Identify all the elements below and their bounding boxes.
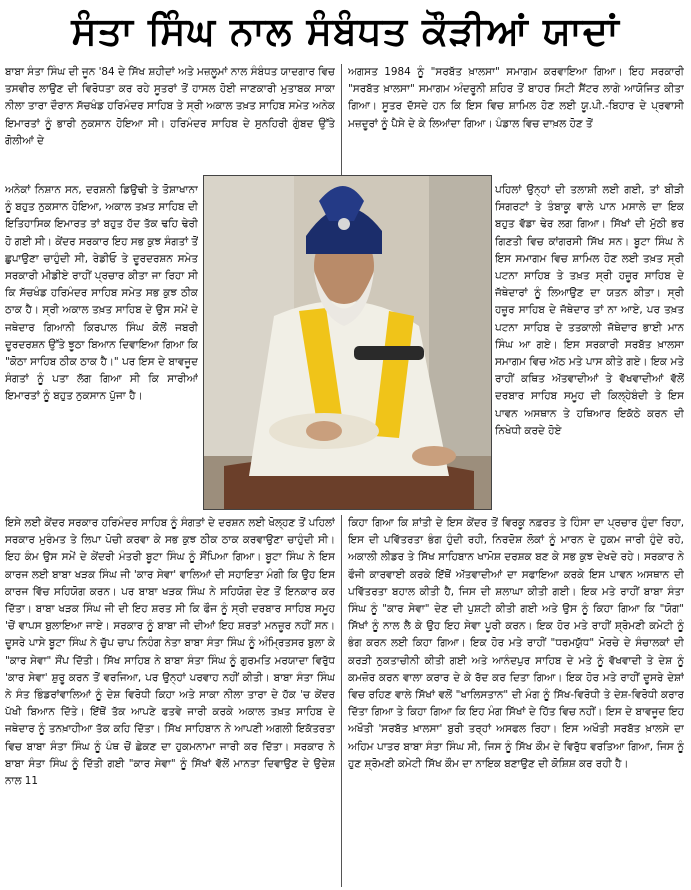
article-column-left-mid bbox=[5, 182, 198, 512]
headline: ਸੰਤਾ ਸਿੰਘ ਨਾਲ ਸੰਬੰਧਤ ਕੌੜੀਆਂ ਯਾਦਾਂ bbox=[71, 9, 620, 53]
paragraph: ਅਨੇਕਾਂ ਨਿਸ਼ਾਨ ਸਨ, ਦਰਸ਼ਨੀ ਡਿਉਢੀ ਤੇ ਤੋਸ਼ਾਖਾਨਾ ਨੂੰ ਬਹੁਤ ਨੁਕਸਾਨ ਹੋਇਆ, ਅਕਾਲ ਤਖ਼ਤ ਸਾਹਿਬ ਦੀ ਇਤਿਹਾਸਿਕ ਇਮਾਰਤ ਤਾਂ ਬਹੁਤ ਹੱਦ ਤੱਕ ਢਹਿ ਢੇਰੀ ਹੋ ਗਈ ਸੀ। ਕੇਂਦਰ ਸਰਕਾਰ ਇਹ ਸਭ ਕੁਝ ਸੰਗਤਾਂ ਤੋਂ ਛੁਪਾਉਣਾ ਚਾਹੁੰਦੀ ਸੀ, ਰੇਡੀਓ ਤੇ ਦੂਰਦਰਸ਼ਨ ਸਮੇਤ ਸਰਕਾਰੀ ਮੀਡੀਏ ਰਾਹੀਂ ਪ੍ਰਚਾਰ ਕੀਤਾ ਜਾ ਰਿਹਾ ਸੀ ਕਿ ਸੱਚਖੰਡ ਹਰਿਮੰਦਰ ਸਾਹਿਬ ਸਮੇਤ ਸਭ ਕੁਝ ਠੀਕ ਠਾਕ ਹੈ। ਸ੍ਰੀ ਅਕਾਲ ਤਖ਼ਤ ਸਾਹਿਬ ਦੇ ਉਸ ਸਮੇਂ ਦੇ ਜਥੇਦਾਰ ਗਿਆਨੀ ਕਿਰਪਾਲ ਸਿੰਘ ਕੋਲੋਂ ਜਬਰੀ ਦੂਰਦਰਸ਼ਨ ਉੱਤੇ ਝੂਠਾ ਬਿਆਨ ਦਿਵਾਇਆ ਗਿਆ ਕਿ "ਕੋਠਾ ਸਾਹਿਬ ਠੀਕ ਠਾਕ ਹੈ।" ਪਰ ਇਸ ਦੇ ਬਾਵਜੂਦ ਸੰਗਤਾਂ ਨੂੰ ਪਤਾ ਲੱਗ ਗਿਆ ਸੀ ਕਿ ਸਾਰੀਆਂ ਇਮਾਰਤਾਂ ਨੂੰ ਬਹੁਤ ਨੁਕਸਾਨ ਪੁੱਜਾ ਹੈ। bbox=[5, 184, 198, 403]
article-column-right-top bbox=[348, 64, 684, 182]
portrait-photo bbox=[203, 175, 492, 510]
article-column-right-bottom bbox=[348, 515, 684, 887]
column-divider bbox=[341, 515, 342, 887]
paragraph: ਕਿਹਾ ਗਿਆ ਕਿ ਸ਼ਾਂਤੀ ਦੇ ਇਸ ਕੇਂਦਰ ਤੋਂ ਵਿਰਕੂ ਨਫ਼ਰਤ ਤੇ ਹਿੰਸਾ ਦਾ ਪ੍ਰਚਾਰ ਹੁੰਦਾ ਰਿਹਾ, ਇਸ ਦੀ ਪਵਿੱਤਰਤਾ ਭੰਗ ਹੁੰਦੀ ਰਹੀ, ਨਿਰਦੋਸ਼ ਲੋਕਾਂ ਨੂੰ ਮਾਰਨ ਦੇ ਹੁਕਮ ਜਾਰੀ ਹੁੰਦੇ ਰਹੇ, ਅਕਾਲੀ ਲੀਡਰ ਤੇ ਸਿੱਖ ਸਾਹਿਬਾਨ ਖਾਮੋਸ਼ ਦਰਸ਼ਕ ਬਣ ਕੇ ਸਭ ਕੁਝ ਦੇਖਦੇ ਰਹੇ। ਸਰਕਾਰ ਨੇ ਫੌਜੀ ਕਾਰਵਾਈ ਕਰਕੇ ਇੱਥੋਂ ਅੱਤਵਾਦੀਆਂ ਦਾ ਸਫਾਇਆ ਕਰਕੇ ਇਸ ਪਾਵਨ ਅਸਥਾਨ ਦੀ ਪਵਿੱਤਰਤਾ ਬਹਾਲ ਕੀਤੀ ਹੈ, ਜਿਸ ਦੀ ਸ਼ਲਾਘਾ ਕੀਤੀ ਗਈ। ਇਕ ਮਤੇ ਰਾਹੀਂ ਬਾਬਾ ਸੰਤਾ ਸਿੰਘ ਨੂੰ "ਕਾਰ ਸੇਵਾ" ਦੇਣ ਦੀ ਪੁਸ਼ਟੀ ਕੀਤੀ ਗਈ ਅਤੇ ਉਸ ਨੂੰ ਕਿਹਾ ਗਿਆ ਕਿ "ਯੋਗ" ਸਿੱਖਾਂ ਨੂੰ ਨਾਲ ਲੈ ਕੇ ਉਹ ਇਹ ਸੇਵਾ ਪੂਰੀ ਕਰਨ। ਇਕ ਹੋਰ ਮਤੇ ਰਾਹੀਂ ਸ਼੍ਰੋਮਣੀ ਕਮੇਟੀ ਨੂੰ ਭੰਗ ਕਰਨ ਲਈ ਕਿਹਾ ਗਿਆ। ਇਕ ਹੋਰ ਮਤੇ ਰਾਹੀਂ "ਧਰਮਯੁੱਧ" ਮੋਰਚੇ ਦੇ ਸੰਚਾਲਕਾਂ ਦੀ ਕਰੜੀ ਨੁਕਤਾਚੀਨੀ ਕੀਤੀ ਗਈ ਅਤੇ ਆਨੰਦਪੁਰ ਸਾਹਿਬ ਦੇ ਮਤੇ ਨੂੰ ਵੱਖਵਾਦੀ ਤੇ ਦੇਸ਼ ਨੂੰ ਕਮਜ਼ੋਰ ਕਰਨ ਵਾਲਾ ਕਰਾਰ ਦੇ ਕੇ ਰੱਦ ਕਰ ਦਿਤਾ ਗਿਆ। ਇਕ ਹੋਰ ਮਤੇ ਰਾਹੀਂ ਦੂਸਰੇ ਦੇਸ਼ਾਂ ਵਿਚ ਰਹਿਣ ਵਾਲੇ ਸਿੱਖਾਂ ਵਲੋਂ "ਖਾਲਿਸਤਾਨ" ਦੀ ਮੰਗ ਨੂੰ ਸਿੱਖ-ਵਿਰੋਧੀ ਤੇ ਦੇਸ਼-ਵਿਰੋਧੀ ਕਰਾਰ ਦਿੱਤਾ ਗਿਆ ਤੇ ਕਿਹਾ ਗਿਆ ਕਿ ਇਹ ਮੰਗ ਸਿੱਖਾਂ ਦੇ ਹਿੱਤ ਵਿਚ ਨਹੀਂ। ਇਸ ਦੇ ਬਾਵਜੂਦ ਇਹ ਅਖੌਤੀ 'ਸਰਬੱਤ ਖ਼ਾਲਸਾ' ਬੁਰੀ ਤਰ੍ਹਾਂ ਅਸਫਲ ਰਿਹਾ। ਇਸ ਅਖੌਤੀ ਸਰਬੱਤ ਖ਼ਾਲਸੇ ਦਾ ਅਹਿਮ ਪਾਤਰ ਬਾਬਾ ਸੰਤਾ ਸਿੰਘ ਸੀ, ਜਿਸ ਨੂੰ ਸਿੱਖ ਕੌਮ ਦੇ ਵਿਰੁੱਧ ਵਰਤਿਆ ਗਿਆ, ਜਿਸ ਨੂੰ ਹੁਣ ਸ਼੍ਰੋਮਣੀ ਕਮੇਟੀ ਸਿੱਖ ਕੌਮ ਦਾ ਨਾਇਕ ਬਣਾਉਣ ਦੀ ਕੋਸ਼ਿਸ਼ ਕਰ ਰਹੀ ਹੈ। bbox=[348, 517, 684, 770]
article-column-left-bottom bbox=[5, 515, 335, 887]
paragraph: ਅਗਸਤ 1984 ਨੂੰ "ਸਰਬੱਤ ਖ਼ਾਲਸਾ" ਸਮਾਗਮ ਕਰਵਾਇਆ ਗਿਆ। ਇਹ ਸਰਕਾਰੀ "ਸਰਬੱਤ ਖ਼ਾਲਸਾ" ਸਮਾਗਮ ਅੰਦਰੂਨੀ ਸ਼ਹਿਰ ਤੋਂ ਬਾਹਰ ਸਿਟੀ ਸੈਂਟਰ ਲਾਗੇ ਆਯੋਜਿਤ ਕੀਤਾ ਗਿਆ। ਸੂਤਰ ਦੱਸਦੇ ਹਨ ਕਿ ਇਸ ਵਿਚ ਸ਼ਾਮਿਲ ਹੋਣ ਲਈ ਯੂ.ਪੀ.-ਬਿਹਾਰ ਦੇ ਪ੍ਰਵਾਸੀ ਮਜ਼ਦੂਰਾਂ ਨੂੰ ਪੈਸੇ ਦੇ ਕੇ ਲਿਆਂਦਾ ਗਿਆ। ਪੰਡਾਲ ਵਿਚ ਦਾਖ਼ਲ ਹੋਣ ਤੋਂ bbox=[348, 66, 684, 130]
portrait-illustration bbox=[204, 176, 491, 509]
paragraph: ਪਹਿਲਾਂ ਉਨ੍ਹਾਂ ਦੀ ਤਲਾਸ਼ੀ ਲਈ ਗਈ, ਤਾਂ ਬੀੜੀ ਸਿਗਰਟਾਂ ਤੇ ਤੰਬਾਕੂ ਵਾਲੇ ਪਾਨ ਮਸਾਲੇ ਦਾ ਇਕ ਬਹੁਤ ਵੱਡਾ ਢੇਰ ਲਗ ਗਿਆ। ਸਿੱਖਾਂ ਦੀ ਮੁੱਠੀ ਭਰ ਗਿਣਤੀ ਵਿਚ ਕਾਂਗਰਸੀ ਸਿੱਖ ਸਨ। ਬੂਟਾ ਸਿੰਘ ਨੇ ਇਸ ਸਮਾਗਮ ਵਿਚ ਸ਼ਾਮਿਲ ਹੋਣ ਲਈ ਤਖ਼ਤ ਸ੍ਰੀ ਪਟਨਾ ਸਾਹਿਬ ਤੇ ਤਖ਼ਤ ਸ੍ਰੀ ਹਜ਼ੂਰ ਸਾਹਿਬ ਦੇ ਜੱਥੇਦਾਰਾਂ ਨੂੰ ਲਿਆਉਣ ਦਾ ਯਤਨ ਕੀਤਾ। ਸ੍ਰੀ ਹਜ਼ੂਰ ਸਾਹਿਬ ਦੇ ਜੱਥੇਦਾਰ ਤਾਂ ਨਾ ਆਏ, ਪਰ ਤਖ਼ਤ ਪਟਨਾ ਸਾਹਿਬ ਦੇ ਤਤਕਾਲੀ ਜੱਥੇਦਾਰ ਭਾਈ ਮਾਨ ਸਿੰਘ ਆ ਗਏ। ਇਸ ਸਰਕਾਰੀ ਸਰਬੱਤ ਖ਼ਾਲਸਾ ਸਮਾਗਮ ਵਿਚ ਅੱਠ ਮਤੇ ਪਾਸ ਕੀਤੇ ਗਏ। ਇਕ ਮਤੇ ਰਾਹੀਂ ਕਥਿਤ ਅੱਤਵਾਦੀਆਂ ਤੇ ਵੱਖਵਾਦੀਆਂ ਵੱਲੋਂ ਦਰਬਾਰ ਸਾਹਿਬ ਸਮੂਹ ਦੀ ਕਿਲ੍ਹੇਬੰਦੀ ਤੇ ਇਸ ਪਾਵਨ ਅਸਥਾਨ ਤੇ ਹਥਿਆਰ ਇਕੱਠੇ ਕਰਨ ਦੀ ਨਿਖੇਧੀ ਕਰਦੇ ਹੋਏ bbox=[495, 184, 684, 437]
paragraph: ਬਾਬਾ ਸੰਤਾ ਸਿੰਘ ਦੀ ਜੂਨ '84 ਦੇ ਸਿੱਖ ਸ਼ਹੀਦਾਂ ਅਤੇ ਮਜ਼ਲੂਮਾਂ ਨਾਲ ਸੰਬੰਧਤ ਯਾਦਗਾਰ ਵਿਚ ਤਸਵੀਰ ਲਾਉਣ ਦੀ ਵਿਰੋਧਤਾ ਕਰ ਰਹੇ ਸੂਤਰਾਂ ਤੋਂ ਹਾਸਲ ਹੋਈ ਜਾਣਕਾਰੀ ਮੁਤਾਬਕ ਸਾਕਾ ਨੀਲਾ ਤਾਰਾ ਦੌਰਾਨ ਸੱਚਖੰਡ ਹਰਿਮੰਦਰ ਸਾਹਿਬ ਤੇ ਸ੍ਰੀ ਅਕਾਲ ਤਖ਼ਤ ਸਾਹਿਬ ਸਮੇਤ ਅਨੇਕ ਇਮਾਰਤਾਂ ਨੂੰ ਭਾਰੀ ਨੁਕਸਾਨ ਹੋਇਆ ਸੀ। ਹਰਿਮੰਦਰ ਸਾਹਿਬ ਦੇ ਸੁਨਹਿਰੀ ਗੁੰਬਦ ਉੱਤੇ ਗੋਲੀਆਂ ਦੇ bbox=[5, 66, 335, 147]
article-column-left-top bbox=[5, 64, 335, 182]
column-divider bbox=[341, 64, 342, 182]
paragraph: ਇਸੇ ਲਈ ਕੇਂਦਰ ਸਰਕਾਰ ਹਰਿਮੰਦਰ ਸਾਹਿਬ ਨੂੰ ਸੰਗਤਾਂ ਦੇ ਦਰਸ਼ਨ ਲਈ ਖੋਲ੍ਹਣ ਤੋਂ ਪਹਿਲਾਂ ਸਰਕਾਰ ਮੁਰੰਮਤ ਤੇ ਲਿਪਾ ਪੋਚੀ ਕਰਵਾ ਕੇ ਸਭ ਕੁਝ ਠੀਕ ਠਾਕ ਕਰਵਾਉਣਾ ਚਾਹੁੰਦੀ ਸੀ। ਇਹ ਕੰਮ ਉਸ ਸਮੇਂ ਦੇ ਕੇਂਦਰੀ ਮੰਤਰੀ ਬੂਟਾ ਸਿੰਘ ਨੂੰ ਸੌਂਪਿਆ ਗਿਆ। ਬੂਟਾ ਸਿੰਘ ਨੇ ਇਸ ਕਾਰਜ ਲਈ ਬਾਬਾ ਖੜਕ ਸਿੰਘ ਜੀ 'ਕਾਰ ਸੇਵਾ' ਵਾਲਿਆਂ ਦੀ ਸਹਾਇਤਾ ਮੰਗੀ ਕਿ ਉਹ ਇਸ ਕਾਰਜ ਵਿੱਚ ਸਹਿਯੋਗ ਕਰਨ। ਪਰ ਬਾਬਾ ਖੜਕ ਸਿੰਘ ਨੇ ਸਹਿਯੋਗ ਦੇਣ ਤੋਂ ਇਨਕਾਰ ਕਰ ਦਿੱਤਾ। ਬਾਬਾ ਖੜਕ ਸਿੰਘ ਜੀ ਦੀ ਇਹ ਸ਼ਰਤ ਸੀ ਕਿ ਫੌਜ ਨੂੰ ਸ੍ਰੀ ਦਰਬਾਰ ਸਾਹਿਬ ਸਮੂਹ 'ਚੋਂ ਵਾਪਸ ਬੁਲਾਇਆ ਜਾਏ। ਸਰਕਾਰ ਨੂੰ ਬਾਬਾ ਜੀ ਦੀਆਂ ਇਹ ਸ਼ਰਤਾਂ ਮਨਜ਼ੂਰ ਨਹੀਂ ਸਨ। ਦੂਸਰੇ ਪਾਸੇ ਬੂਟਾ ਸਿੰਘ ਨੇ ਚੁੱਪ ਚਾਪ ਨਿਹੰਗ ਨੇਤਾ ਬਾਬਾ ਸੰਤਾ ਸਿੰਘ ਨੂੰ ਅੰਮ੍ਰਿਤਸਰ ਬੁਲਾ ਕੇ "ਕਾਰ ਸੇਵਾ" ਸੌਂਪ ਦਿੱਤੀ। ਸਿੱਖ ਸਾਹਿਬ ਨੇ ਬਾਬਾ ਸੰਤਾ ਸਿੰਘ ਨੂੰ ਗੁਰਮਤਿ ਮਰਯਾਦਾ ਵਿਰੁੱਧ 'ਕਾਰ ਸੇਵਾ' ਸ਼ੁਰੂ ਕਰਨ ਤੋਂ ਵਰਜਿਆ, ਪਰ ਉਨ੍ਹਾਂ ਪਰਵਾਹ ਨਹੀਂ ਕੀਤੀ। ਬਾਬਾ ਸੰਤਾ ਸਿੰਘ ਨੇ ਸੰਤ ਭਿੰਡਰਾਂਵਾਲਿਆਂ ਨੂੰ ਦੇਸ਼ ਵਿਰੋਧੀ ਕਿਹਾ ਅਤੇ ਸਾਕਾ ਨੀਲਾ ਤਾਰਾ ਦੇ ਹੱਕ 'ਚ ਕੇਂਦਰ ਪੱਖੀ ਬਿਆਨ ਦਿੱਤੇ। ਇੱਥੋਂ ਤੱਕ ਆਪਣੇ ਫਤਵੇ ਜਾਰੀ ਕਰਕੇ ਅਕਾਲ ਤਖ਼ਤ ਸਾਹਿਬ ਦੇ ਜਥੇਦਾਰ ਨੂੰ ਤਨਖ਼ਾਹੀਆ ਤੱਕ ਕਹਿ ਦਿੱਤਾ। ਸਿੱਖ ਸਾਹਿਬਾਨ ਨੇ ਆਪਣੀ ਅਗਲੀ ਇਕੱਤਰਤਾ ਵਿਚ ਬਾਬਾ ਸੰਤਾ ਸਿੰਘ ਨੂੰ ਪੰਥ ਚੋਂ ਛੇਕਣ ਦਾ ਹੁਕਮਨਾਮਾ ਜਾਰੀ ਕਰ ਦਿੱਤਾ। ਸਰਕਾਰ ਨੇ ਬਾਬਾ ਸੰਤਾ ਸਿੰਘ ਨੂੰ ਦਿੱਤੀ ਗਈ "ਕਾਰ ਸੇਵਾ" ਨੂੰ ਸਿੱਖਾਂ ਵੱਲੋਂ ਮਾਨਤਾ ਦਿਵਾਉਣ ਦੇ ਉਦੇਸ਼ ਨਾਲ 11 bbox=[5, 517, 335, 788]
article-column-right-mid bbox=[495, 182, 684, 512]
